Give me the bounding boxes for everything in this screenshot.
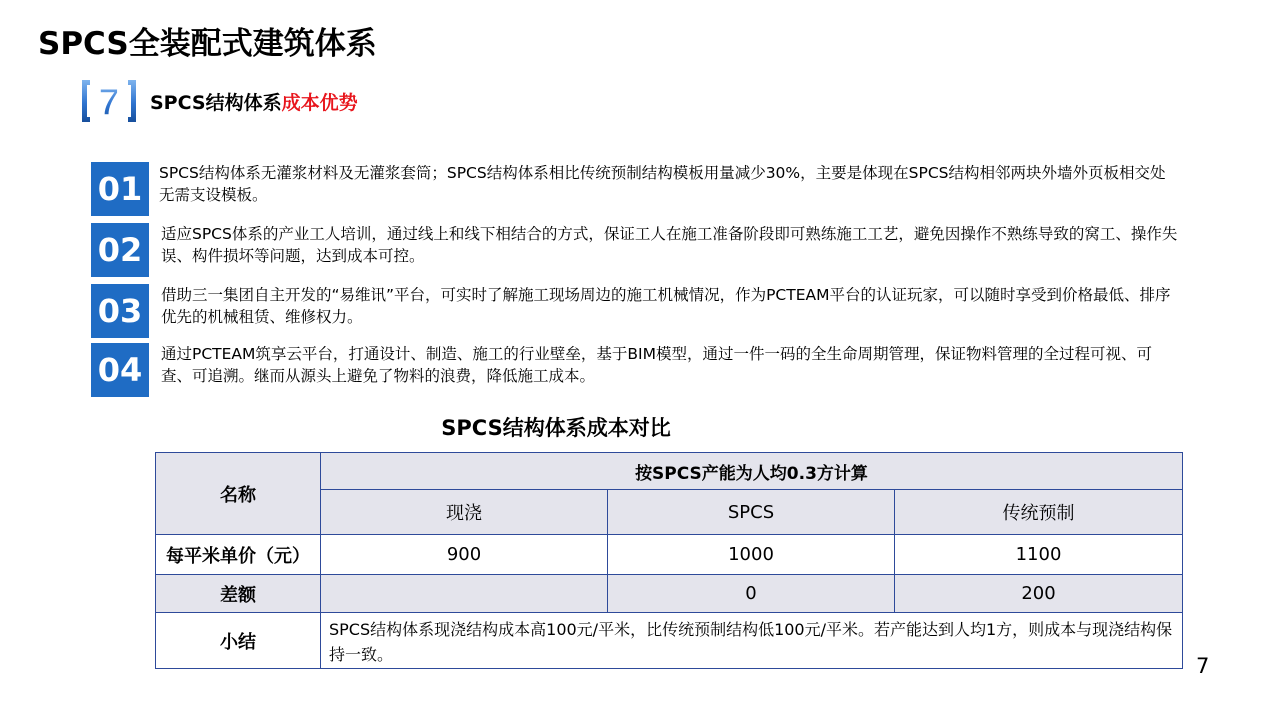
page-title: SPCS全装配式建筑体系	[38, 26, 377, 62]
table-cell: 1100	[895, 535, 1183, 575]
section-heading	[150, 88, 358, 115]
point-text: 借助三一集团自主开发的“易维讯”平台，可实时了解施工现场周边的施工机械情况，作为PCTEAM平台的认证玩家，可以随时享受到价格最低、排序优先的机械租赁、维修权力。	[161, 286, 1171, 326]
table-title: SPCS结构体系成本对比	[441, 416, 671, 440]
column-header-spcs: SPCS	[608, 490, 895, 535]
row-label-unit-price: 每平米单价（元）	[156, 535, 321, 575]
cost-comparison-table	[155, 452, 1183, 669]
section-heading-prefix: SPCS结构体系	[150, 92, 282, 114]
table-cell	[321, 575, 608, 613]
table-cell: 1000	[608, 535, 895, 575]
section-number: 7	[98, 82, 120, 124]
table-group-header: 按SPCS产能为人均0.3方计算	[321, 453, 1183, 490]
table-cell: 0	[608, 575, 895, 613]
table-row	[156, 575, 1183, 613]
table-summary-row	[156, 613, 1183, 669]
point-item-01	[91, 162, 1191, 216]
point-item-04	[91, 343, 1191, 397]
point-text: 适应SPCS体系的产业工人培训，通过线上和线下相结合的方式，保证工人在施工准备阶段即可熟练施工工艺，避免因操作不熟练导致的窝工、操作失误、构件损坏等问题，达到成本可控。	[161, 225, 1178, 265]
section-heading-accent: 成本优势	[281, 92, 358, 114]
point-number-box: 04	[91, 343, 149, 397]
table-name-header: 名称	[156, 453, 321, 535]
table-cell: 900	[321, 535, 608, 575]
bracket-badge-icon	[76, 78, 142, 124]
section-number-badge	[76, 78, 142, 124]
table-row	[156, 535, 1183, 575]
column-header-cast-in-place: 现浇	[321, 490, 608, 535]
column-header-traditional-precast: 传统预制	[895, 490, 1183, 535]
page-number: 7	[1196, 654, 1210, 678]
point-number-box: 01	[91, 162, 149, 216]
point-number-box: 03	[91, 284, 149, 338]
table-cell: 200	[895, 575, 1183, 613]
point-item-02	[91, 223, 1191, 277]
point-item-03	[91, 284, 1191, 338]
row-label-difference: 差额	[156, 575, 321, 613]
summary-text: SPCS结构体系现浇结构成本高100元/平米，比传统预制结构低100元/平米。若产能达到人均1方，则成本与现浇结构保持一致。	[321, 613, 1183, 669]
row-label-summary: 小结	[156, 613, 321, 669]
point-text: SPCS结构体系无灌浆材料及无灌浆套筒；SPCS结构体系相比传统预制结构模板用量减少30%，主要是体现在SPCS结构相邻两块外墙外页板相交处无需支设模板。	[159, 164, 1166, 204]
point-text: 通过PCTEAM筑享云平台，打通设计、制造、施工的行业壁垒，基于BIM模型，通过一件一码的全生命周期管理，保证物料管理的全过程可视、可查、可追溯。继而从源头上避免了物料的浪费，降低施工成本。	[161, 345, 1152, 385]
table-header-row	[156, 453, 1183, 490]
point-number-box: 02	[91, 223, 149, 277]
